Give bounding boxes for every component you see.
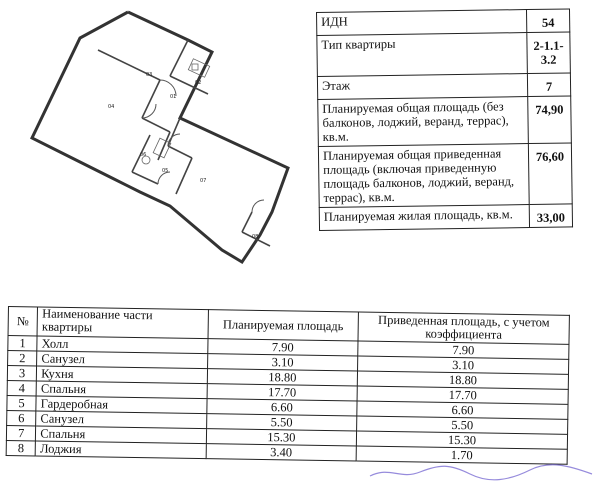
room-planned-area: 15.30 <box>206 429 357 446</box>
room-name: Холл <box>37 336 208 354</box>
room-num: 3 <box>7 366 36 381</box>
room-name: Гардеробная <box>36 396 207 414</box>
header-planned-area: Планируемая площадь <box>208 310 359 341</box>
summary-row <box>317 32 571 77</box>
room-num: 1 <box>8 336 37 351</box>
room-planned-area: 5.50 <box>206 414 357 431</box>
rooms-area-table <box>6 306 570 465</box>
room-num: 2 <box>8 351 37 366</box>
rooms-body <box>6 336 569 465</box>
room-reduced-area: 3.10 <box>358 356 569 374</box>
summary-label: Планируемая жилая площадь, кв.м. <box>319 205 529 231</box>
summary-label: Планируемая общая площадь (без балконов, лоджий, веранд, террас), кв.м. <box>318 97 529 147</box>
room-planned-area: 18.80 <box>207 369 358 386</box>
summary-row <box>318 96 572 147</box>
room-name: Санузел <box>36 411 207 429</box>
room-label-06: 06 <box>140 152 147 158</box>
room-num: 6 <box>7 410 36 425</box>
summary-value: 2-1.1-3.2 <box>527 32 571 74</box>
room-num: 8 <box>6 440 35 455</box>
room-reduced-area: 7.90 <box>358 341 569 359</box>
room-label-08: 08 <box>252 234 259 240</box>
summary-label: Тип квартиры <box>317 33 528 77</box>
summary-label: Планируемая общая приведенная площадь (включая приведенную площадь балконов, лоджий, веранд, террас), кв.м. <box>318 144 529 208</box>
plan-doors <box>142 80 264 212</box>
room-planned-area: 17.70 <box>207 384 358 401</box>
room-num: 7 <box>6 425 35 440</box>
header-num: № <box>8 307 38 336</box>
plan-inner-walls <box>98 40 270 246</box>
room-name: Спальня <box>36 426 207 444</box>
summary-value: 33,00 <box>529 204 572 228</box>
room-reduced-area: 5.50 <box>357 416 568 434</box>
header-name: Наименование части квартиры <box>37 307 208 339</box>
room-label-01: 01 <box>170 94 177 100</box>
room-label-02: 02 <box>195 80 202 86</box>
room-label-04: 04 <box>108 104 115 110</box>
plan-walls <box>32 12 288 262</box>
room-label-05: 05 <box>162 168 169 174</box>
room-planned-area: 6.60 <box>207 399 358 416</box>
summary-value: 54 <box>526 9 569 33</box>
room-labels <box>108 72 258 240</box>
summary-label: ИДН <box>317 10 527 36</box>
header-reduced-area: Приведенная площадь, с учетом коэффициента <box>358 312 569 344</box>
room-label-03: 03 <box>146 72 153 78</box>
summary-value: 74,90 <box>528 96 572 144</box>
summary-row <box>318 143 572 208</box>
room-name: Спальня <box>36 381 207 399</box>
room-planned-area: 7.90 <box>208 339 359 356</box>
room-reduced-area: 17.70 <box>357 386 568 404</box>
room-reduced-area: 18.80 <box>357 371 568 389</box>
room-reduced-area: 6.60 <box>357 401 568 419</box>
room-planned-area: 3.40 <box>206 444 357 461</box>
room-name: Кухня <box>37 366 208 384</box>
room-num: 5 <box>7 395 36 410</box>
summary-label: Этаж <box>317 74 527 100</box>
room-reduced-area: 1.70 <box>356 446 567 464</box>
room-name: Лоджия <box>35 441 206 459</box>
floor-plan <box>20 0 310 290</box>
summary-value: 76,60 <box>528 143 572 205</box>
room-label-07: 07 <box>200 178 207 184</box>
room-num: 4 <box>7 380 36 395</box>
room-name: Санузел <box>37 351 208 369</box>
summary-value: 7 <box>527 73 570 97</box>
signature-scribble <box>360 462 600 482</box>
room-reduced-area: 15.30 <box>356 431 567 449</box>
apartment-summary-table <box>316 8 573 231</box>
summary-row <box>319 204 572 231</box>
room-planned-area: 3.10 <box>207 354 358 371</box>
